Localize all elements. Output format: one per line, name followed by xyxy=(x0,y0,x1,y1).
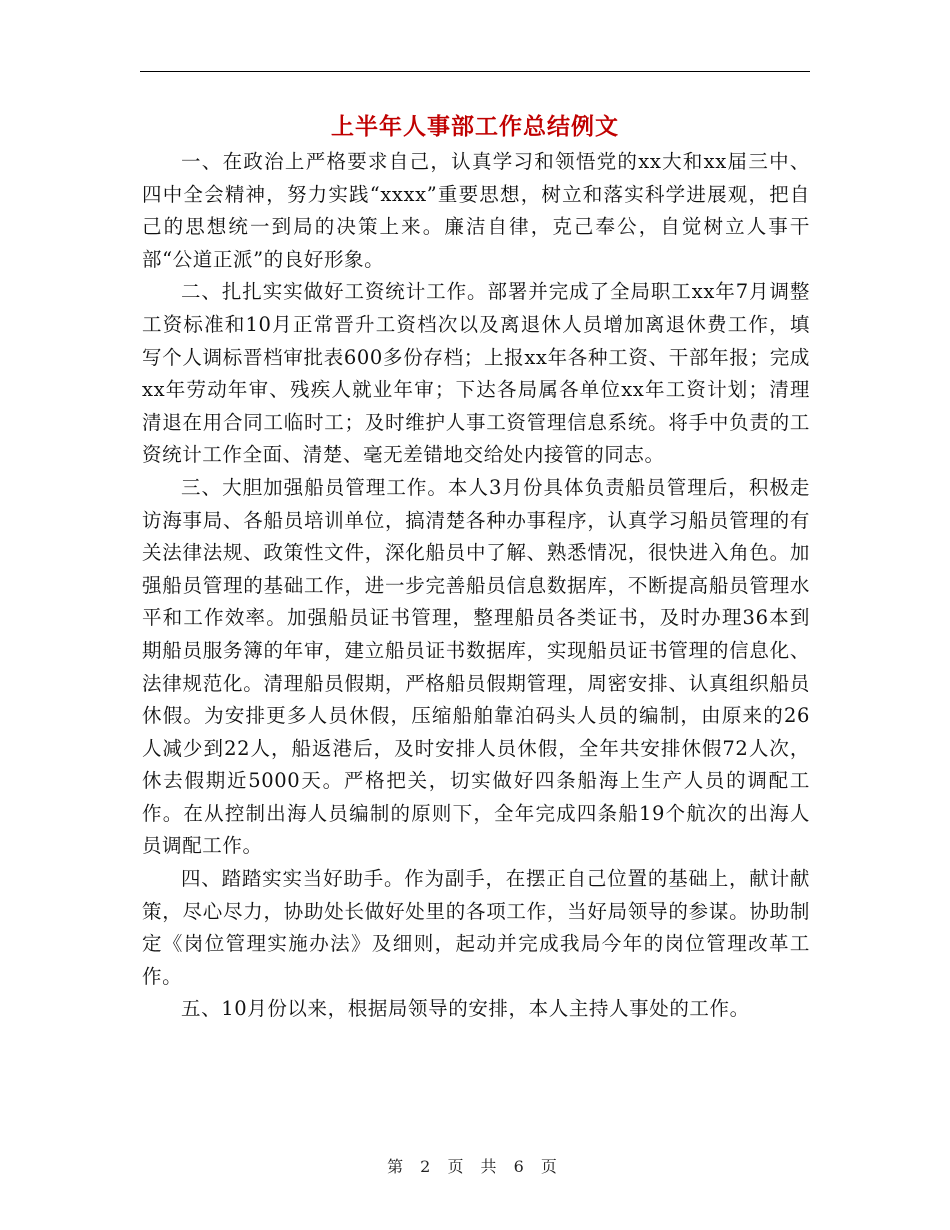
paragraph-4: 四、踏踏实实当好助手。作为副手，在摆正自己位置的基础上，献计献策，尽心尽力，协助处长做好处里的各项工作，当好局领导的参谋。协助制定《岗位管理实施办法》及细则，起动并完成我局今年的岗位管理改革工作。 xyxy=(142,867,810,988)
document-body xyxy=(142,146,810,1026)
paragraph-3: 三、大胆加强船员管理工作。本人3月份具体负责船员管理后，积极走访海事局、各船员培训单位，搞清楚各种办事程序，认真学习船员管理的有关法律法规、政策性文件，深化船员中了解、熟悉情况，很快进入角色。加强船员管理的基础工作，进一步完善船员信息数据库，不断提高船员管理水平和工作效率。加强船员证书管理，整理船员各类证书，及时办理36本到期船员服务簿的年审，建立船员证书数据库，实现船员证书管理的信息化、法律规范化。清理船员假期，严格船员假期管理，周密安排、认真组织船员休假。为安排更多人员休假，压缩船舶靠泊码头人员的编制，由原来的26人减少到22人，船返港后，及时安排人员休假，全年共安排休假72人次，休去假期近5000天。严格把关，切实做好四条船海上生产人员的调配工作。在从控制出海人员编制的原则下，全年完成四条船19个航次的出海人员调配工作。 xyxy=(142,475,810,858)
paragraph-1: 一、在政治上严格要求自己，认真学习和领悟党的xx大和xx届三中、四中全会精神，努力实践“xxxx”重要思想，树立和落实科学进展观，把自己的思想统一到局的决策上来。廉洁自律，克己奉公，自觉树立人事干部“公道正派”的良好形象。 xyxy=(142,150,810,271)
document-title: 上半年人事部工作总结例文 xyxy=(331,114,619,140)
page-number-footer: 第 2 页 共 6 页 xyxy=(387,1157,563,1176)
header-rule xyxy=(140,71,810,72)
paragraph-2: 二、扎扎实实做好工资统计工作。部署并完成了全局职工xx年7月调整工资标准和10月正常晋升工资档次以及离退休人员增加离退休费工作，填写个人调标晋档审批表600多份存档；上报xx年各种工资、干部年报；完成xx年劳动年审、残疾人就业年审；下达各局属各单位xx年工资计划；清理清退在用合同工临时工；及时维护人事工资管理信息系统。将手中负责的工资统计工作全面、清楚、毫无差错地交给处内接管的同志。 xyxy=(142,280,810,467)
paragraph-5: 五、10月份以来，根据局领导的安排，本人主持人事处的工作。 xyxy=(181,997,750,1021)
